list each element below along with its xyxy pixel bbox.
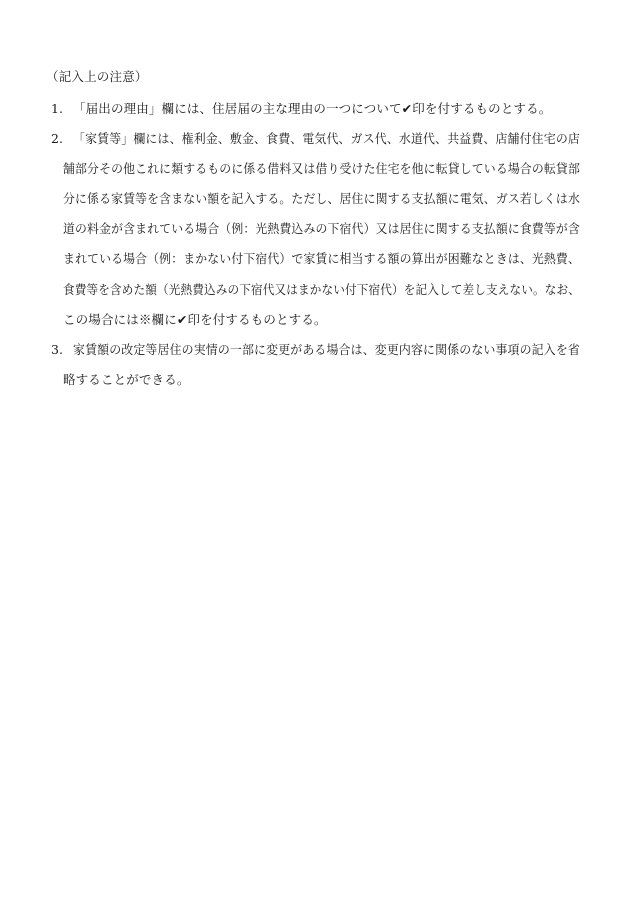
note-number: 1. xyxy=(51,101,63,116)
note-line: 家賃額の改定等居住の実情の一部に変更がある場合は、変更内容に関係のない事項の記入を省 xyxy=(73,342,580,357)
note-line: この場合には※欄に✔印を付するものとする。 xyxy=(63,312,327,327)
note-line: 分に係る家賃等を含まない額を記入する。ただし、居住に関する支払額に電気、ガス若しくは水 xyxy=(63,191,580,206)
note-line: まれている場合（例：まかない付下宿代）で家賃に相当する額の算出が困難なときは、光熱費、 xyxy=(63,251,580,266)
note-line: 「届出の理由」欄には、住居届の主な理由の一つについて✔印を付するものとする。 xyxy=(73,101,552,116)
note-number: 3. xyxy=(51,342,63,357)
note-number: 2. xyxy=(51,131,63,146)
note-line: 略することができる。 xyxy=(63,372,190,387)
note-line: 食費等を含めた額（光熱費込みの下宿代又はまかない付下宿代）を記入して差し支えない。なお、 xyxy=(63,282,580,297)
notes-heading: （記入上の注意） xyxy=(46,69,148,84)
note-line: 道の料金が含まれている場合（例：光熱費込みの下宿代）又は居住に関する支払額に食費等が含 xyxy=(63,221,580,236)
note-line: 舗部分その他これに類するものに係る借料又は借り受けた住宅を他に転貸している場合の転貸部 xyxy=(63,161,580,176)
note-line: 「家賃等」欄には、権利金、敷金、食費、電気代、ガス代、水道代、共益費、店舗付住宅の店 xyxy=(73,131,580,146)
